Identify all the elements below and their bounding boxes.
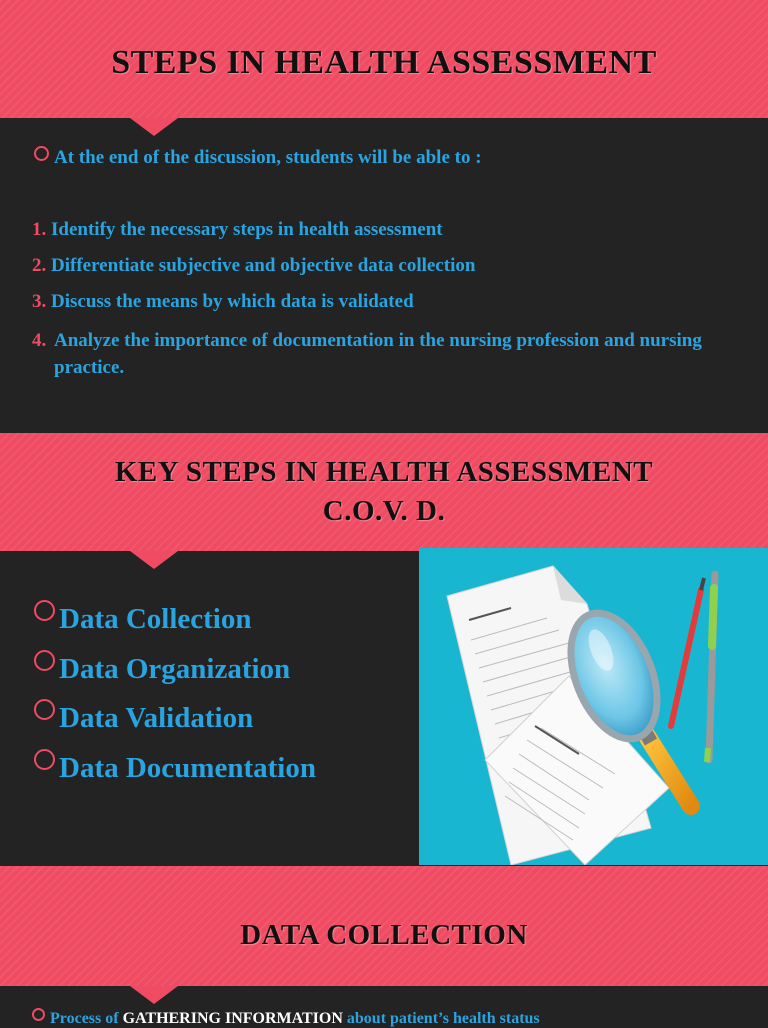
- objective-text: Discuss the means by which data is validated: [51, 291, 414, 312]
- covd-item-4: [34, 749, 316, 785]
- band-notch-1: [130, 118, 178, 136]
- intro-line: [34, 146, 482, 169]
- covd-item-label: Data Organization: [59, 653, 291, 685]
- objective-number: 1.: [32, 219, 47, 240]
- objective-text: Analyze the importance of documentation in the nursing profession and nursing practice.: [54, 330, 702, 378]
- covd-item-3: [34, 699, 253, 735]
- band-notch-3: [130, 986, 178, 1004]
- objective-item-4: [32, 327, 744, 381]
- definition-pre: Process of: [50, 1010, 123, 1027]
- objective-item-2: [32, 255, 475, 277]
- intro-text: At the end of the discussion, students will be able to :: [54, 147, 482, 168]
- definition-post: about patient’s health status: [342, 1010, 540, 1027]
- documents-illustration: [419, 548, 768, 865]
- section3-title: DATA COLLECTION: [240, 919, 528, 951]
- objective-item-3: [32, 291, 414, 313]
- section2-title-line1: KEY STEPS IN HEALTH ASSESSMENT: [114, 456, 654, 488]
- covd-item-label: Data Documentation: [59, 752, 316, 784]
- covd-item-label: Data Collection: [59, 603, 252, 635]
- title-band-2: [0, 433, 768, 551]
- definition-emphasis: GATHERING INFORMATION: [122, 1010, 343, 1027]
- objective-number: 3.: [32, 291, 47, 312]
- section2-title-line2: C.O.V. D.: [322, 495, 446, 527]
- pen-icon: [707, 574, 715, 762]
- circle-bullet-icon: [34, 600, 55, 621]
- band-notch-2: [130, 551, 178, 569]
- circle-bullet-icon: [32, 1008, 45, 1021]
- circle-bullet-icon: [34, 146, 49, 161]
- circle-bullet-icon: [34, 650, 55, 671]
- covd-item-2: [34, 650, 290, 686]
- circle-bullet-icon: [34, 749, 55, 770]
- circle-bullet-icon: [34, 699, 55, 720]
- pencil-icon: [671, 578, 704, 726]
- section1-title: STEPS IN HEALTH ASSESSMENT: [111, 44, 657, 81]
- objective-text: Differentiate subjective and objective data collection: [51, 255, 476, 276]
- objective-number: 2.: [32, 255, 47, 276]
- objective-number: 4.: [32, 330, 47, 351]
- objective-item-1: [32, 219, 443, 241]
- objective-text: Identify the necessary steps in health assessment: [51, 219, 443, 240]
- data-collection-definition: [32, 1008, 540, 1028]
- covd-item-1: [34, 600, 252, 636]
- covd-item-label: Data Validation: [59, 702, 254, 734]
